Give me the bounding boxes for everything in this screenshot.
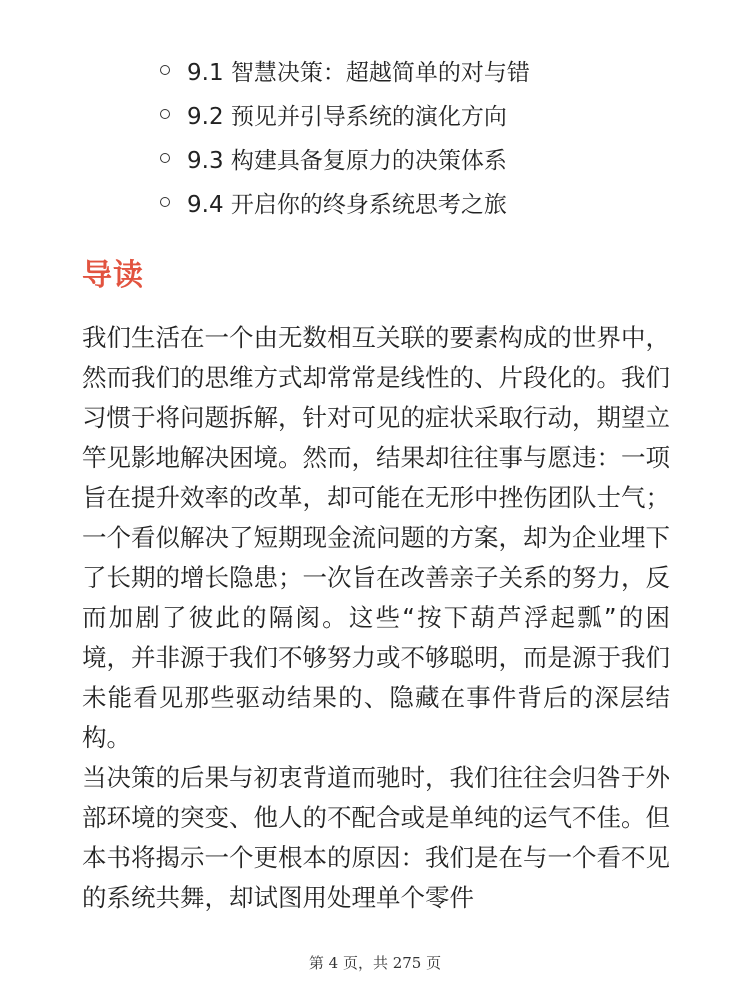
- section-heading: 导读: [82, 258, 144, 293]
- toc-item-label: 9.1 智慧决策：超越简单的对与错: [187, 59, 530, 86]
- toc-item[interactable]: [160, 180, 530, 224]
- circle-bullet-icon: [160, 109, 170, 119]
- toc-item-label: 9.3 构建具备复原力的决策体系: [187, 147, 507, 174]
- body-paragraph: 当决策的后果与初衷背道而驰时，我们往往会归咎于外部环境的突变、他人的不配合或是单纯的运气不佳。但本书将揭示一个更根本的原因：我们是在与一个看不见的系统共舞，却试图用处理单个零件: [82, 763, 670, 912]
- circle-bullet-icon: [160, 65, 170, 75]
- toc-item-label: 9.4 开启你的终身系统思考之旅: [187, 191, 507, 218]
- circle-bullet-icon: [160, 153, 170, 163]
- circle-bullet-icon: [160, 197, 170, 207]
- toc-item[interactable]: [160, 92, 530, 136]
- body-paragraph: 我们生活在一个由无数相互关联的要素构成的世界中，然而我们的思维方式却常常是线性的、片段化的。我们习惯于将问题拆解，针对可见的症状采取行动，期望立竿见影地解决困境。然而，结果却往往事与愿违：一项旨在提升效率的改革，却可能在无形中挫伤团队士气；一个看似解决了短期现金流问题的方案，却为企业埋下了长期的增长隐患；一次旨在改善亲子关系的努力，反而加剧了彼此的隔阂。这些“按下葫芦浮起瓢”的困境，并非源于我们不够努力或不够聪明，而是源于我们未能看见那些驱动结果的、隐藏在事件背后的深层结构。: [82, 323, 670, 752]
- toc-item[interactable]: [160, 48, 530, 92]
- toc-item[interactable]: [160, 136, 530, 180]
- page-number-footer: 第 4 页，共 275 页: [308, 954, 442, 972]
- table-of-contents: [160, 48, 530, 224]
- toc-item-label: 9.2 预见并引导系统的演化方向: [187, 103, 507, 130]
